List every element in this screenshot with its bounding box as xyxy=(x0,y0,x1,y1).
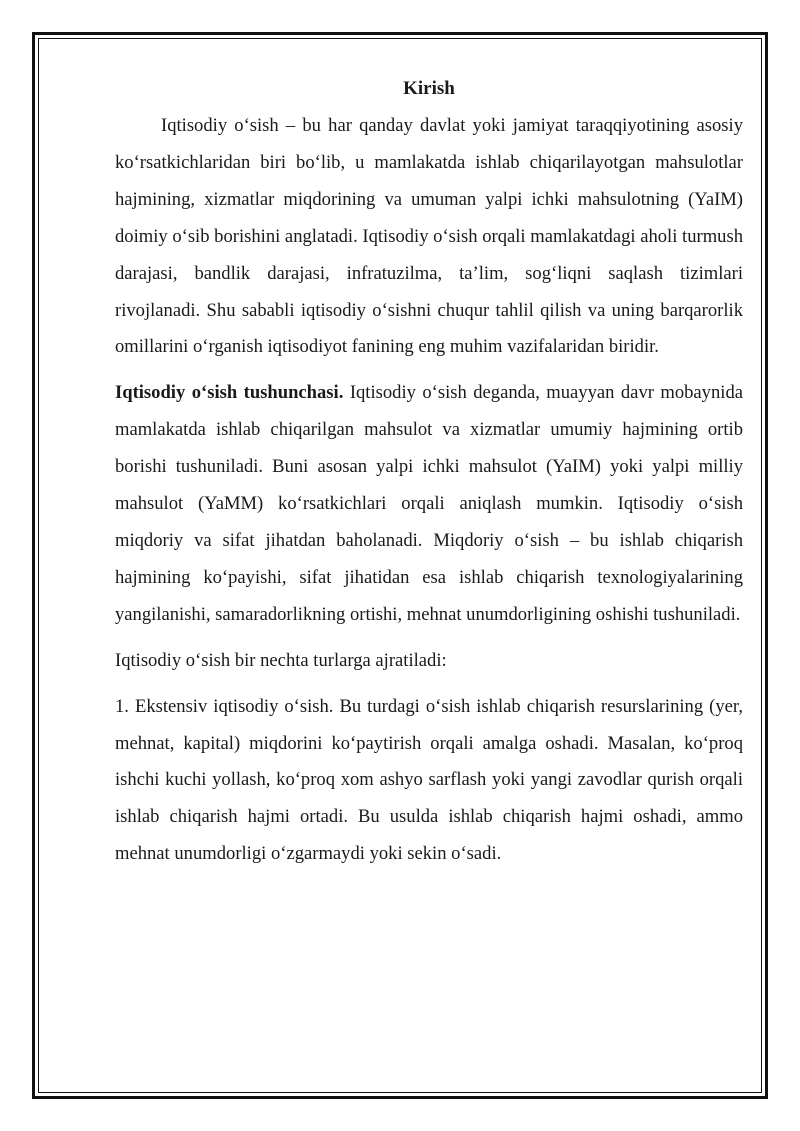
intro-paragraph-text: Iqtisodiy o‘sish – bu har qanday davlat yoki jamiyat taraqqiyotining asosiy ko‘rsatkichlaridan biri bo‘lib, u mamlakatda ishlab chiqarilayotgan mahsulotlar hajmining, xizmatlar miqdorining va umuman yalpi ichki mahsulotning (YaIM) doimiy o‘sib borishini anglatadi. Iqtisodiy o‘sish orqali mamlakatdagi aholi turmush darajasi, bandlik darajasi, infratuzilma, ta’lim, sog‘liqni saqlash tizimlari rivojlanadi. Shu sababli iqtisodiy o‘sishni chuqur tahlil qilish va uning barqarorlik omillarini o‘rganish iqtisodiyot fanining eng muhim vazifalaridan biridir. xyxy=(115,115,743,358)
types-intro-text: Iqtisodiy o‘sish bir nechta turlarga ajratiladi: xyxy=(115,649,447,671)
concept-paragraph xyxy=(115,375,743,633)
extensive-growth-text: 1. Ekstensiv iqtisodiy o‘sish. Bu turdagi o‘sish ishlab chiqarish resurslarining (yer, mehnat, kapital) miqdorini ko‘paytirish orqali amalga oshadi. Masalan, ko‘proq ishchi kuchi yollash, ko‘proq xom ashyo sarflash yoki yangi zavodlar qurish orqali ishlab chiqarish hajmi ortadi. Bu usulda ishlab chiqarish hajmi oshadi, ammo mehnat unumdorligi o‘zgarmaydi yoki sekin o‘sadi. xyxy=(115,695,743,865)
extensive-growth-paragraph xyxy=(115,689,743,874)
intro-paragraph xyxy=(115,108,743,366)
concept-paragraph-heading: Iqtisodiy o‘sish tushunchasi. xyxy=(115,382,344,404)
concept-paragraph-text: Iqtisodiy o‘sish deganda, muayyan davr mobaynida mamlakatda ishlab chiqarilgan mahsulot va xizmatlar umumiy hajmining ortib borishi tushuniladi. Buni asosan yalpi ichki mahsulot (YaIM) yoki yalpi milliy mahsulot (YaMM) ko‘rsatkichlari orqali aniqlash mumkin. Iqtisodiy o‘sish miqdoriy va sifat jihatdan baholanadi. Miqdoriy o‘sish – bu ishlab chiqarish hajmining ko‘payishi, sifat jihatidan esa ishlab chiqarish texnologiyalarining yangilanishi, samaradorlikning ortishi, mehnat unumdorligining oshishi tushuniladi. xyxy=(115,382,743,625)
document-body xyxy=(115,70,743,882)
types-intro-paragraph xyxy=(115,643,743,680)
document-title: Kirish xyxy=(403,78,455,99)
